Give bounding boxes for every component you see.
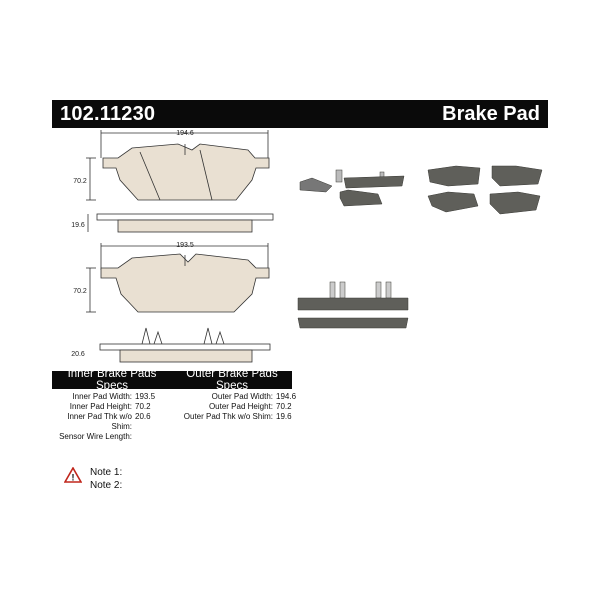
spec-label: Inner Pad Height: bbox=[69, 402, 132, 411]
svg-text:!: ! bbox=[71, 472, 75, 483]
spec-value: 194.6 bbox=[276, 392, 297, 401]
spec-row bbox=[170, 402, 296, 412]
pad-photo-set-1 bbox=[300, 166, 542, 214]
outer-specs-list bbox=[170, 392, 296, 422]
spec-row bbox=[170, 392, 296, 402]
pad-photo-set-2 bbox=[298, 282, 408, 328]
outer-thickness-dim: 19.6 bbox=[71, 222, 85, 229]
spec-label: Sensor Wire Length: bbox=[59, 432, 132, 441]
outer-specs-title: Outer Brake Pads Specs bbox=[186, 368, 278, 392]
spec-row bbox=[52, 412, 155, 432]
outer-width-dim: 194.6 bbox=[176, 130, 194, 137]
spec-label: Inner Pad Width: bbox=[72, 392, 132, 401]
spec-row bbox=[170, 412, 296, 422]
spec-label: Inner Pad Thk w/o Shim: bbox=[67, 412, 132, 431]
warning-icon bbox=[64, 467, 82, 483]
spec-value: 70.2 bbox=[276, 402, 292, 411]
spec-value: 70.2 bbox=[135, 402, 151, 411]
inner-pad-drawing bbox=[86, 243, 269, 312]
outer-pad-side-drawing bbox=[88, 214, 273, 232]
specs-header bbox=[52, 368, 292, 392]
product-type: Brake Pad bbox=[442, 102, 540, 125]
spec-value bbox=[132, 432, 135, 442]
outer-height-dim: 70.2 bbox=[73, 178, 87, 185]
spec-value: 193.5 bbox=[135, 392, 156, 401]
inner-height-dim: 70.2 bbox=[73, 288, 87, 295]
spec-label: Outer Pad Thk w/o Shim: bbox=[183, 412, 273, 421]
spec-label: Outer Pad Height: bbox=[208, 402, 273, 411]
note-1: Note 1: bbox=[90, 467, 123, 478]
notes bbox=[90, 466, 122, 492]
inner-pad-side-drawing bbox=[100, 328, 270, 362]
spec-label: Outer Pad Width: bbox=[211, 392, 273, 401]
spec-value: 20.6 bbox=[135, 412, 151, 421]
inner-width-dim: 193.5 bbox=[176, 242, 194, 249]
inner-specs-title: Inner Brake Pads Specs bbox=[67, 368, 157, 392]
spec-row bbox=[52, 432, 155, 442]
outer-pad-drawing bbox=[86, 130, 269, 200]
note-2: Note 2: bbox=[90, 480, 123, 491]
spec-row bbox=[52, 402, 155, 412]
spec-value: 19.6 bbox=[276, 412, 292, 421]
part-number: 102.11230 bbox=[60, 102, 156, 125]
inner-specs-list bbox=[52, 392, 155, 442]
inner-thickness-dim: 20.6 bbox=[71, 351, 85, 358]
spec-row bbox=[52, 392, 155, 402]
